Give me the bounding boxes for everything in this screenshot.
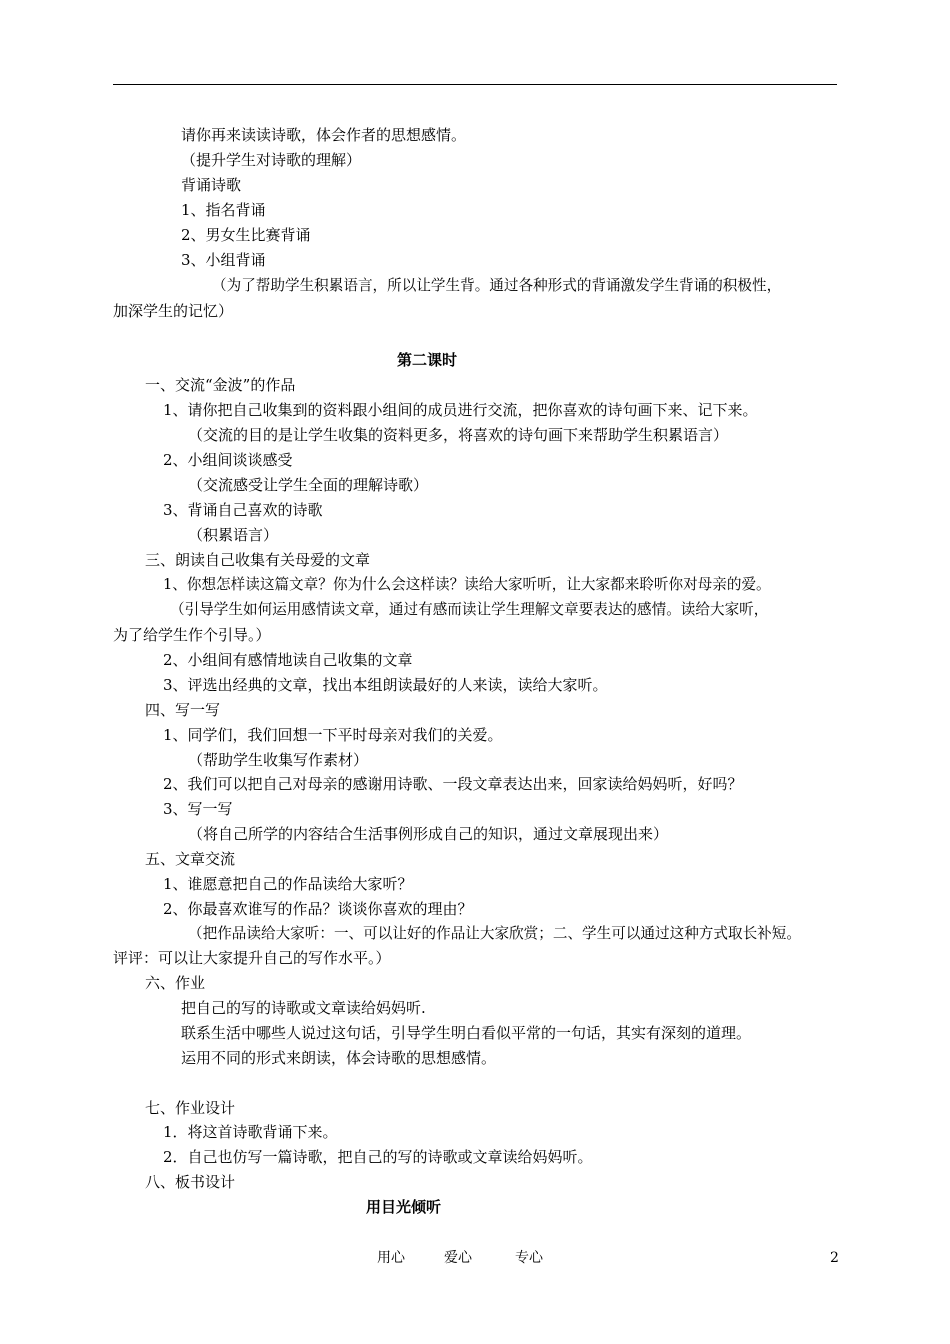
text-line: 3、背诵自己喜欢的诗歌 (163, 501, 323, 519)
text-line: （交流的目的是让学生收集的资料更多，将喜欢的诗句画下来帮助学生积累语言） (188, 426, 729, 444)
text-line: 六、作业 (145, 974, 206, 992)
text-line: （引导学生如何运用感情读文章，通过有感而读让学生理解文章要表达的感情。读给大家听， (170, 601, 769, 618)
text-line: 1、你想怎样读这篇文章？你为什么会这样读？读给大家听听，让大家都来聆听你对母亲的爱。 (163, 576, 771, 593)
text-line: 1、同学们，我们回想一下平时母亲对我们的关爱。 (163, 726, 503, 744)
text-line: （交流感受让学生全面的理解诗歌） (188, 476, 429, 494)
footer-word: 专心 (515, 1250, 543, 1266)
text-line: 3、写一写 (163, 800, 233, 818)
text-line: （帮助学生收集写作素材） (188, 751, 369, 769)
text-line: 2、小组间谈谈感受 (163, 451, 293, 469)
text-line: 为了给学生作个引导。） (113, 626, 271, 644)
text-line: 1、谁愿意把自己的作品读给大家听？ (163, 875, 413, 893)
text-line: 评评：可以让大家提升自己的写作水平。） (113, 949, 391, 967)
text-line: （将自己所学的内容结合生活事例形成自己的知识，通过文章展现出来） (188, 825, 669, 843)
text-line: 一、交流“金波”的作品 (145, 376, 296, 394)
section-heading: 第二课时 (397, 351, 458, 369)
text-line: （为了帮助学生积累语言，所以让学生背。通过各种形式的背诵激发学生背诵的积极性， (212, 277, 782, 294)
text-line: 背诵诗歌 (181, 176, 242, 194)
text-line: 2、男女生比赛背诵 (181, 226, 311, 244)
text-line: （把作品读给大家听：一、可以让好的作品让大家欣赏；二、学生可以通过这种方式取长补短。 (188, 925, 801, 942)
text-line: 2、小组间有感情地读自己收集的文章 (163, 651, 413, 669)
text-line: （积累语言） (188, 526, 279, 544)
text-line: 八、板书设计 (145, 1173, 236, 1191)
text-line: 运用不同的形式来朗读，体会诗歌的思想感情。 (181, 1049, 497, 1067)
board-title: 用目光倾听 (366, 1198, 442, 1216)
text-line: 四、写一写 (145, 701, 221, 719)
text-line: 2．自己也仿写一篇诗歌，把自己的写的诗歌或文章读给妈妈听。 (163, 1148, 593, 1166)
header-rule (113, 84, 837, 85)
text-line: 2、你最喜欢谁写的作品？谈谈你喜欢的理由？ (163, 900, 473, 918)
text-line: 3、小组背诵 (181, 251, 266, 269)
text-line: 请你再来读读诗歌，体会作者的思想感情。 (181, 126, 467, 144)
footer-word: 爱心 (444, 1250, 472, 1266)
text-line: 1、指名背诵 (181, 201, 266, 219)
text-line: 1．将这首诗歌背诵下来。 (163, 1123, 338, 1141)
text-line: 3、评选出经典的文章，找出本组朗读最好的人来读，读给大家听。 (163, 676, 608, 694)
text-line: 三、朗读自己收集有关母爱的文章 (145, 551, 371, 569)
text-line: 2、我们可以把自己对母亲的感谢用诗歌、一段文章表达出来，回家读给妈妈听，好吗？ (163, 775, 743, 793)
text-line: 五、文章交流 (145, 850, 236, 868)
footer-word: 用心 (377, 1250, 405, 1266)
page-number: 2 (830, 1250, 839, 1266)
text-line: 加深学生的记忆） (113, 302, 234, 320)
text-line: 把自己的写的诗歌或文章读给妈妈听. (181, 999, 426, 1017)
text-line: （提升学生对诗歌的理解） (181, 151, 362, 169)
text-line: 七、作业设计 (145, 1099, 236, 1117)
text-line: 联系生活中哪些人说过这句话，引导学生明白看似平常的一句话，其实有深刻的道理。 (181, 1024, 752, 1042)
text-line: 1、请你把自己收集到的资料跟小组间的成员进行交流，把你喜欢的诗句画下来、记下来。 (163, 401, 758, 419)
